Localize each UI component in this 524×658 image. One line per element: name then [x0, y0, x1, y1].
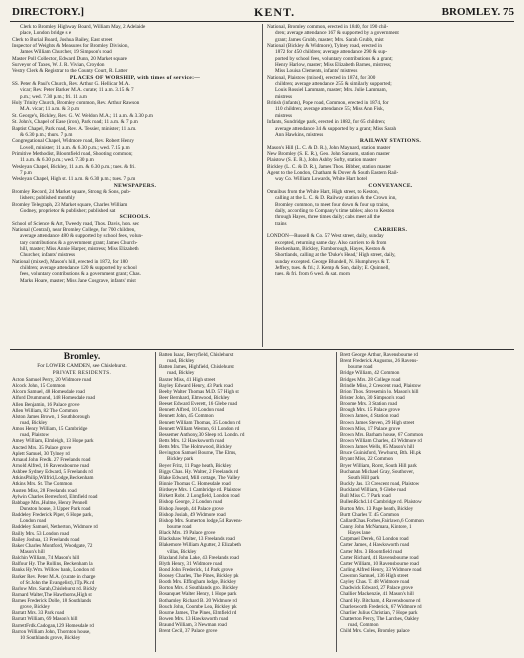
resident-entry: Carter William, 10 Ravensbourne road [340, 560, 419, 567]
text-line: trains [275, 220, 287, 227]
text-line: excepted, returning same day. Also carriers to & from [275, 239, 387, 246]
resident-entry: Barnes Frederick Dolle, 18 Southlands [12, 598, 92, 605]
resident-entry: Babbage Mrs.,Hulme, Henry Pennell [12, 499, 88, 506]
text-line: lishers; published monthly [20, 195, 76, 202]
left-top-column [12, 24, 258, 284]
resident-entry: Charlier Julius Christian, 7 Hope park [340, 609, 418, 616]
resident-entry: Amey William, Elmleigh, 13 Hope park [12, 438, 94, 445]
text-line: St. John's, Chapel of Ease (iron), Park road; 11 a.m. & 7 p.m [12, 119, 138, 126]
resident-entry: Brion Thos. Stresemin lo. Mason's hill [340, 388, 419, 395]
section-heading: CARRIERS. [373, 227, 408, 233]
resident-entry: Bridges Mrs. 28 College road [340, 376, 401, 383]
resident-entry: Balfour Hy. The Rollins, Beckenham la [12, 561, 93, 568]
resident-entry: Brett George Arthur, Ravensbourne rd [340, 352, 418, 358]
resident-entry: Austen Miss, 28 Freelands road [12, 487, 77, 494]
resident-entry: Barlow Mrs. Sarah,Chislehurst rd. Bickly [12, 585, 97, 592]
resident-entry: Child Mrs. Coles, Bromley palace [340, 628, 410, 635]
resident-entry: Barratt Mrs. 33 Park road [12, 610, 65, 617]
resident-entry: grove, Bickley [20, 604, 50, 611]
resident-entry: Brown Mrs. Barham house, 67 Common [340, 431, 424, 438]
resident-entry: Chatterton Percy, The Larches, Oakley [340, 616, 420, 623]
resident-entry: Bourne James, The Pines, Elmfield rd [159, 609, 237, 616]
resident-entry: bourne road [348, 364, 373, 371]
resident-entry: Aylwin Charles Berresford, Elmfield road [12, 493, 98, 500]
text-line: fees, voluntary contributions & a government grant; Chas. [20, 271, 141, 278]
resident-entry: Charlesworth Frederick, 67 Widmore rd [340, 603, 422, 610]
text-line: tues. & fri. from 6 wed. & sat. morn [275, 271, 350, 278]
resident-entry: Bosanquet Walter Henry, 1 Hope park [159, 591, 237, 598]
resident-entry: Ashbee Sydney Edward, 5 Freelands rd [12, 469, 93, 476]
resident-entry: Atkins Mrs. St. The Common [12, 481, 73, 488]
resident-entry: Bouch John, Coombe Lea, Bickley pk [159, 603, 237, 610]
text-line: daily, according to Company's time tables; also to Keston [275, 207, 395, 214]
header-center: KENT. [254, 5, 296, 19]
resident-entry: CallardChas.Forbes,Fairlawn,6 Common [340, 517, 424, 524]
resident-entry: Beer Bernhard, Elmwood, Bickley [159, 394, 230, 401]
text-line: Congregational Chapel, Widmore road, Rev. Robert Henry [12, 138, 134, 145]
resident-entry: road, Common [348, 622, 379, 629]
text-line: National, Plaistow (mixed), erected in 1874, for 300 [267, 74, 376, 81]
resident-entry: Bryant Miss, 22 Common [340, 456, 393, 463]
section-heading: NEWSPAPERS. [113, 182, 157, 189]
resident-entry: Bull Miss C. 7 Park road [340, 493, 391, 500]
resident-entry: 10 Southlands grove, Bickley [20, 634, 81, 641]
resident-entry: Beeby Walter Thomas M.D. 57 High st [159, 388, 239, 395]
text-line: Henry Harlow, master; Miss Elizabeth Barnes, mistress; [275, 62, 392, 69]
resident-entry: Aplett Samuel, 30 Tylney rd [12, 450, 70, 457]
section-heading: SCHOOLS. [119, 214, 151, 221]
section-heading: PLACES OF WORSHIP, with times of service:— [69, 74, 201, 81]
text-line: Primitive Methodist, Bloomfield road, Shooting common; [12, 150, 133, 157]
text-line: hill, master; Miss Annie Harper, mistress; Miss Elizabeth [20, 246, 139, 253]
resident-entry: Barker Rev. Peter M.A. (curate in charge [12, 573, 96, 580]
column-divider [262, 24, 263, 347]
resident-entry: road, Bickley [167, 358, 195, 365]
text-line: Infants, Sundridge park, erected in 1882, for 65 children; [267, 119, 386, 126]
text-line: LONDON—Russell & Co. 57 West street, daily, sunday [267, 233, 384, 240]
resident-entry: of St.John the Evangelist),1Tp.Pk.rd [20, 579, 95, 586]
text-line: calling at the L. C. & D. Railway station & the Crown inn, [275, 195, 397, 202]
resident-entry: Bruce Guinisford, Yewhurst, Bth. Hl.pk [340, 450, 422, 457]
text-line: place, London bridge s e [20, 30, 72, 37]
residents-column-2 [159, 352, 334, 634]
resident-entry: road, Bickley [167, 370, 195, 377]
resident-entry: Birkett Robt. 2 Longfield, London road [159, 493, 240, 500]
private-residents-heading: PRIVATE RESIDENTS. [52, 370, 112, 376]
resident-entry: Carter James, 4 Hawksworth road [340, 542, 410, 549]
resident-entry: Booth Mrs. Effingham lodge, Bickley [159, 579, 237, 586]
resident-entry: Batten James, Highfield, Chislehurst [159, 364, 234, 371]
place-subtitle: For LOWER CAMDEN, see Chislehurst. [37, 363, 127, 369]
resident-entry: Brown James Wells, 85 Mason's hill [340, 444, 414, 451]
resident-entry: Bailly Mrs. 53 London road [12, 530, 70, 537]
text-line: Godney, proprietor & publisher; published sat [20, 207, 116, 214]
resident-entry: Bickley park [167, 456, 194, 463]
text-line: James William Churcher, 19 Simpson's road [20, 49, 112, 56]
resident-entry: Cayley Chas. T. 48 Widmore road [340, 579, 410, 586]
resident-entry: Blyth Henry, 31 Widmore road [159, 560, 223, 567]
text-line: Agent to the London, Chatham & Dover & South Eastern Rail- [267, 169, 399, 176]
resident-entry: Blake Edward, Mill cottage, The Valley [159, 474, 240, 481]
resident-entry: South Hill park [348, 474, 380, 481]
text-line: children; average attendance 255 & similarly supported; [275, 81, 392, 88]
resident-entry: Bennett Alfred, 10 London road [159, 407, 225, 414]
resident-entry: villas, Bickley [167, 548, 197, 555]
resident-entry: Alcorn Samuel, 48 Homesdale road [12, 389, 85, 396]
resident-entry: Barratt William, 69 Mason's hill [12, 616, 78, 623]
text-line: tary contributions & a government grant; James Church- [20, 239, 138, 246]
resident-entry: Barron William John, Thornton house, [12, 628, 91, 635]
resident-entry: Betts Mrs. The Holmwood, Bickley [159, 444, 232, 451]
resident-entry: Carpmael Derek, 63 London road [340, 536, 409, 543]
text-line: Jeffery, tues. & fri.; J. Kemp & Son, daily; E. Quinnell, [275, 265, 390, 272]
resident-entry: Carter Mrs. 3 Bloomfield road [340, 548, 403, 555]
resident-entry: Arnold Alfred, 16 Ravensbourne road [12, 462, 90, 469]
residents-column-3 [340, 352, 514, 634]
text-line: National (mixed), Mason's hill, erected in 1872, for 180 [12, 258, 128, 265]
text-line: Omnibus from the White Hart, High street, to Keston, [267, 188, 379, 195]
resident-entry: Brown James Steven, 29 High street [340, 419, 415, 426]
resident-entry: Baddeley Frederick Piper, 6 Hope park, [12, 512, 93, 519]
text-line: Miss Louisa Clements, infants' mistress [275, 68, 358, 75]
header-right: BROMLEY. 75 [441, 6, 514, 18]
place-title: Bromley. [63, 352, 101, 362]
resident-entry: Amos Henry William, 15 Cambridge [12, 426, 88, 433]
text-line: Holy Trinity Church, Bromley common, Rev. Arthur Rawson [12, 100, 140, 107]
residents-column-1 [12, 377, 152, 641]
text-line: 7 p.m [20, 169, 32, 176]
resident-entry: AtkinsPhilip,Wilfrid,Lodge,Beckenham [12, 475, 94, 482]
resident-entry: Bennett John, 45 Common [159, 413, 214, 420]
resident-entry: Bothamley Richard B. 20 Widmore rd [159, 597, 237, 604]
text-line: Bickley (L. C. & D. R.), James Thos. Bibber, station master [267, 163, 392, 170]
resident-entry: Bennett William Thomas, 35 London rd [159, 419, 241, 426]
resident-entry: Brent Frederick Augustus, 26 Ravens- [340, 358, 418, 365]
resident-entry: Dunston house, 3 Upper Park road [20, 505, 91, 512]
resident-entry: BullenRichd.14 Cambridge rd. Plaistow [340, 499, 422, 506]
resident-entry: Bishop Joseph, 44 Palace grove [159, 505, 224, 512]
text-line: Marks Hoare, master; Miss Jane Cosgrave, infants' mist [20, 277, 136, 284]
text-line: M.A. vicar; 11 a.m. & 3 p.m [20, 106, 80, 113]
resident-entry: Batten Isaac, Berryfield, Chislehurst [159, 352, 234, 358]
resident-entry: Brown William Charles, 43 Widmore rd [340, 437, 422, 444]
resident-entry: Blaxland John Lake, 43 Freelands road [159, 554, 239, 561]
column-divider [336, 352, 337, 652]
resident-entry: Brown James, 4 Station road [340, 413, 399, 420]
text-line: St. George's, Bickley, Rev. G. W. Weldon M.A.; 11 a.m. & 3.30 p.m [12, 112, 153, 119]
header-left: DIRECTORY.] [12, 6, 85, 18]
text-line: National, Bromley common, erected in 1840, for 190 chil- [267, 24, 389, 30]
resident-entry: Balchin William, 74 Mason's hill [12, 555, 80, 562]
resident-entry: Buckland William, 9 Glebe road [340, 487, 407, 494]
resident-entry: Brown Miss, 17 Palace grove [340, 425, 401, 432]
text-line: average attendance 34 & supported by a grant; Miss Sarah [275, 125, 397, 132]
text-line: 110 children; average attendance 55; Miss Ann Fisk, [275, 106, 385, 113]
resident-entry: Baker Charles Montford, Woodgate, 72 [12, 542, 93, 549]
text-line: Clerk to Burial Board, Joshua Bailey, East street [12, 36, 113, 43]
text-line: School of Science & Art, Tweedy road, Thos. Davis, hon. sec [12, 220, 140, 227]
resident-entry: Bond John Frederick, 14 Park grove [159, 566, 233, 573]
text-line: way Co. William Lowards, White Hart hotel [275, 176, 368, 183]
text-line: Plaistow (S. E. R.), John Ashby Softy, station master [267, 157, 377, 164]
resident-entry: Brindle Miss, 2 Crescent road, Plaistow [340, 382, 422, 389]
text-line: mistress [275, 93, 293, 100]
resident-entry: Bowen Mrs. 13 Hawksworth road [159, 616, 229, 623]
header-rule [10, 21, 514, 22]
resident-entry: Alcock John, 15 Common [12, 383, 66, 390]
resident-entry: Chadwick Edward, 27 Palace grove [340, 585, 413, 592]
resident-entry: Barnard Walter,The Hawthorns,High st [12, 591, 92, 598]
text-line: British (infants), Pope road, Common, erected in 1874, for [267, 100, 389, 107]
text-line: Master Poll Collector, Edward Dunn, 20 Market square [12, 55, 127, 62]
resident-entry: Burtt Charles T. 45 Common [340, 511, 400, 518]
resident-entry: Hayes lane [348, 530, 371, 537]
text-line: Shortlands, calling at the 'Duke's Head,' High street, daily, [275, 252, 396, 259]
resident-entry: Bishop Josiah, 49 Widmore road [159, 511, 226, 518]
resident-entry: Bailey Joshua, 13 Freelands road [12, 536, 80, 543]
text-line: children; average attendance 120 & supported by school [20, 265, 137, 272]
text-line: Bromley Telegraph, 23 Market square, Charles William [12, 201, 128, 208]
text-line: Surveyor of Taxes, W. J. R. Vivian, Croydon [12, 62, 105, 69]
text-line: Vestry Clerk & Registrar to the County Court, R. Latter [12, 68, 128, 75]
resident-entry: Blakemore William Agutter, 2 Elizabeth [159, 542, 241, 549]
resident-entry: Chard Hy. Bitcham, 4 Ravensbourne rd [340, 597, 421, 604]
resident-entry: Carling Alfred Henry, 33 Widmore road [340, 566, 422, 573]
resident-entry: Biggs Chas. Hy. Walter, 2 Freelands rd [159, 468, 239, 475]
resident-entry: Bayley Edward Henry, 43 Park road [159, 382, 233, 389]
resident-entry: Blackshaw Walter, 13 Freelands road [159, 536, 235, 543]
text-line: Clerk to Bromley Highway Board, William May, 2 Adelaide [20, 24, 146, 30]
resident-entry: Beyer Fritz, 11 Page heath, Bickley [159, 462, 232, 469]
resident-entry: Bishop Mrs. Sumerton lodge,54 Ravens- [159, 517, 243, 524]
resident-entry: Alford Drummond, 148 Homesdale road [12, 395, 96, 402]
resident-entry: Birdseye Mrs. 1 Cambridge rd. Plaistow [159, 487, 242, 494]
resident-entry: Burton Mrs. 13 Page heath, Bickley [340, 505, 414, 512]
right-top-column [267, 24, 514, 278]
resident-entry: Allen William, 82 The Common [12, 407, 78, 414]
text-line: 11 a.m. & 6.30 p.m.; wed. 7.30 p.m [20, 157, 94, 164]
resident-entry: Challier Mackenzie, 41 Mason's hill [340, 591, 414, 598]
resident-entry: Betts Mrs. 12 Hawksworth road [159, 437, 225, 444]
resident-entry: road, Bickley [20, 419, 48, 426]
text-line: through Hayes, three times daily; cabs meet all the [275, 214, 381, 221]
text-line: Bromley common, to meet four down & four up trains, [275, 201, 390, 208]
resident-entry: Arnaud John Fredk. 27 Freelands road [12, 456, 91, 463]
resident-entry: Brent Cecil, 37 Palace grove [159, 628, 218, 635]
resident-entry: Bryer William, Rorst, South Hill park [340, 462, 417, 469]
resident-entry: road, Plaistow [20, 432, 50, 439]
text-line: SS. Peter & Paul's Church, Rev. Arthur G. Hellicar M.A. [12, 81, 130, 88]
text-line: Louis Rossiel Lammam, master; Mrs. Julie Lammam, [275, 87, 387, 94]
resident-entry: Baxter Miss, 41 High street [159, 376, 216, 383]
resident-entry: Carter Richard, 41 Ravensbourne road [340, 554, 419, 561]
text-line: Wesleyan Chapel, Bickley, 11 a.m. & 6.30 p.m.; tues. & fri. [12, 163, 136, 170]
resident-entry: Buckly Jas. 13 Crescent road, Plaistow [340, 480, 420, 487]
resident-entry: Banks Hy.Wm. Willow bank, London rd [12, 567, 95, 574]
resident-entry: Buchanan Michael Gray, Southover, [340, 468, 415, 475]
text-line: Baptist Chapel, Park road, Rev. A. Tessier, minister; 11 a.m. [12, 125, 137, 132]
resident-entry: Bessemer Anthony,30 Sleep rd. Londn. rd [159, 431, 245, 438]
text-line: p.m.; wed. 7.30 p.m.; fri. 11 a.m [20, 93, 87, 100]
resident-entry: Boosey Charles, The Pines, Bickley pk [159, 573, 239, 580]
resident-entry: Bevington Samuel Bourne, The Elms, [159, 450, 237, 457]
section-heading: RAILWAY STATIONS. [359, 138, 422, 145]
text-line: grant; James Grubb, master; Mrs. Sarah Grubb, mist [275, 36, 384, 43]
text-line: National (Bickley & Widmore), Tylney road, erected in [267, 43, 382, 50]
text-line: & 6.30 p.m.; thurs. 7 p.m [20, 131, 73, 138]
resident-entry: BarrettFrdk.Cadogan,129 Homesdale rd [12, 622, 94, 629]
resident-entry: Brister John, 30 Simpson's road [340, 394, 405, 401]
text-line: average attendance 480 & supported by school fees, volun- [20, 233, 143, 240]
resident-entry: Canny John McNamara, Kintore, 1 [340, 523, 412, 530]
resident-entry: Braund William, 3 Newman road [159, 622, 227, 629]
resident-entry: London road [20, 518, 47, 525]
section-heading: CONVEYANCE. [368, 182, 413, 189]
resident-entry: Ancted Mrs. 35 Palace grove [12, 444, 72, 451]
text-line: Mason's Hill (L. C. & D. R.), John Maynard, station master [267, 144, 391, 151]
resident-entry: Borton Mrs. 4 Southlands gro. Bickley [159, 585, 239, 592]
column-divider [155, 352, 156, 652]
resident-entry: Bishop George, 2 London road [159, 499, 223, 506]
text-line: sunday excepted. George Blundell, N. Humphreys & T. [275, 258, 391, 265]
resident-entry: Alston James Brown, 1 Southborough [12, 413, 90, 420]
resident-entry: Mason's hill [20, 548, 45, 555]
text-line: 1872 for 450 children; average attendance 290 & sup- [275, 49, 388, 56]
running-header [12, 6, 514, 20]
text-line: ported by school fees, voluntary contributions & a grant; [275, 55, 393, 62]
resident-entry: Broome Mrs. 3 Station road [340, 401, 398, 408]
section-rule [10, 349, 514, 350]
text-line: Ann Hawkins, mistress [275, 131, 324, 138]
resident-entry: Allen Benjamin, 16 Palace grove [12, 401, 80, 408]
resident-entry: Binnie Thomas C. Homesdale road [159, 480, 231, 487]
resident-entry: Cawston Samuel, 136 High street [340, 573, 409, 580]
resident-entry: Bennett William Weston, 61 London rd [159, 425, 240, 432]
text-line: Beckenham, Bickley, Farnborough, Hayes, Keston & [275, 246, 386, 253]
text-line: Wesleyan Chapel, High st. 11 a.m. & 6.30 p.m.; tues. 7 p.m [12, 176, 136, 183]
text-line: vicar; Rev. Peter Barker M.A. curate; 11 a.m. 3.15 & 7 [20, 87, 134, 94]
resident-entry: Acton Samuel Perry, 20 Widmore road [12, 377, 92, 383]
resident-entry: bourne road [167, 523, 192, 530]
resident-entry: Bridge William, 42 Common [340, 370, 400, 377]
text-line: Inspector of Weights & Measures for Bromley Division, [12, 43, 129, 50]
resident-entry: Brough Mrs. 15 Palace grove [340, 407, 400, 414]
text-line: dren; average attendance 167 & supported by a government [275, 30, 399, 37]
resident-entry: Baddeley Samuel, Netherton, Widmore rd [12, 524, 98, 531]
text-line: Churcher, infants' mistress [20, 252, 76, 259]
text-line: National (Central), near Bromley College, for 700 children, [12, 227, 136, 233]
text-line: Lovell, minister; 11 a.m. & 6.30 p.m.; wed. 7.15 p.m [20, 144, 130, 151]
text-line: New Bromley (S. E. R.), Geo. John Sansom, station master [267, 150, 390, 157]
resident-entry: Beeset Edward Everett, 16 Glebe road [159, 401, 238, 408]
resident-entry: Black Mrs. 19 Palace grove [159, 530, 216, 537]
text-line: Bromley Record, 24 Market square, Strong & Sons, pub- [12, 188, 131, 195]
text-line: mistress [275, 112, 293, 119]
